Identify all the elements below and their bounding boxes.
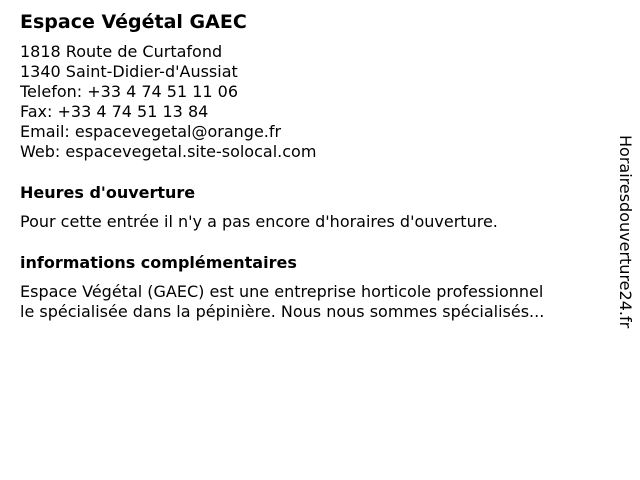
- website: Web: espacevegetal.site-solocal.com: [20, 142, 317, 161]
- fax-number: Fax: +33 4 74 51 13 84: [20, 102, 209, 121]
- additional-info-heading: informations complémentaires: [20, 253, 297, 272]
- additional-info-text: [20, 282, 600, 322]
- brand-watermark-text: Horairesdouverture24.fr: [616, 135, 635, 329]
- email-address: Email: espacevegetal@orange.fr: [20, 122, 282, 141]
- city-address: 1340 Saint-Didier-d'Aussiat: [20, 62, 238, 81]
- opening-hours-heading: Heures d'ouverture: [20, 183, 196, 202]
- business-name: Espace Végétal GAEC: [20, 11, 247, 33]
- additional-info-line-1: Espace Végétal (GAEC) est une entreprise horticole professionnel: [20, 282, 544, 301]
- phone-number: Telefon: +33 4 74 51 11 06: [20, 82, 239, 101]
- additional-info-line-2: le spécialisée dans la pépinière. Nous nous sommes spécialisés...: [20, 302, 545, 321]
- street-address: 1818 Route de Curtafond: [20, 42, 223, 61]
- opening-hours-text: Pour cette entrée il n'y a pas encore d'horaires d'ouverture.: [20, 212, 498, 231]
- business-card: [20, 10, 600, 322]
- contact-block: [20, 42, 600, 162]
